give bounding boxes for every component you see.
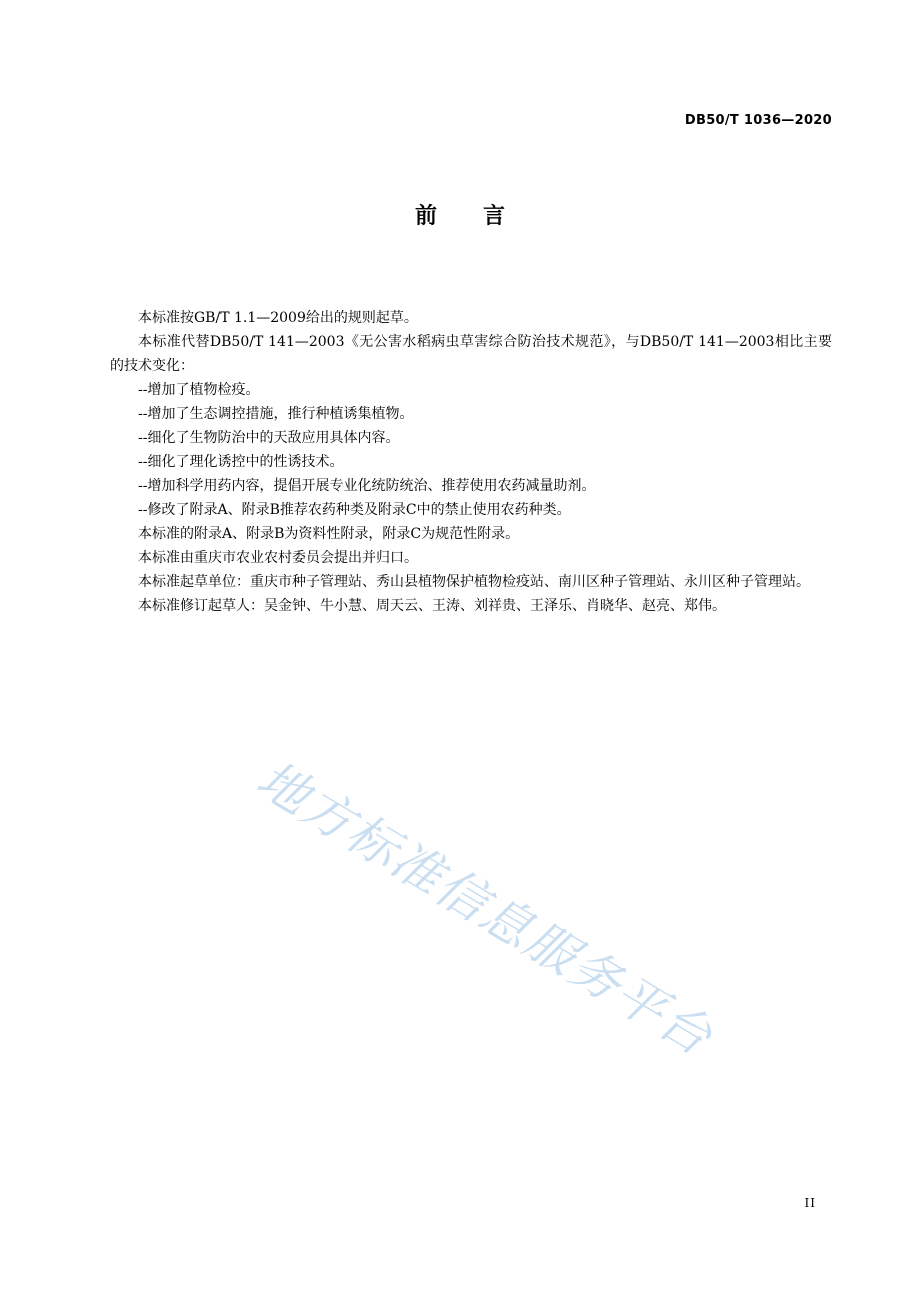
change-item: --增加科学用药内容，提倡开展专业化统防统治、推荐使用农药减量助剂。 [138, 478, 596, 494]
page-title: 前言 [414, 204, 551, 229]
paragraph-replacement: 本标准代替DB50/T 141—2003《无公害水稻病虫草害综合防治技术规范》，与DB50/T 141—2003相比主要的技术变化： [110, 334, 832, 374]
page-number: II [804, 1196, 816, 1210]
change-item: --增加了植物检疫。 [138, 382, 260, 398]
paragraph-appendix-info: 本标准的附录A、附录B为资料性附录，附录C为规范性附录。 [138, 526, 520, 542]
watermark: 地方标准信息服务平台 [247, 749, 723, 1068]
paragraph-drafters: 本标准修订起草人：吴金钟、牛小慧、周天云、王涛、刘祥贵、王泽乐、肖晓华、赵亮、郑伟。 [138, 598, 726, 614]
change-item: --细化了理化诱控中的性诱技术。 [138, 454, 344, 470]
foreword-body [110, 306, 832, 618]
change-item: --细化了生物防治中的天敌应用具体内容。 [138, 430, 400, 446]
paragraph-drafting-rules: 本标准按GB/T 1.1—2009给出的规则起草。 [138, 310, 418, 326]
change-item: --增加了生态调控措施，推行种植诱集植物。 [138, 406, 414, 422]
paragraph-drafting-units: 本标准起草单位：重庆市种子管理站、秀山县植物保护植物检疫站、南川区种子管理站、永川区种子管理站。 [138, 574, 810, 590]
document-code: DB50/T 1036—2020 [684, 113, 832, 128]
paragraph-proposer: 本标准由重庆市农业农村委员会提出并归口。 [138, 550, 418, 566]
change-item: --修改了附录A、附录B推荐农药种类及附录C中的禁止使用农药种类。 [138, 502, 571, 518]
